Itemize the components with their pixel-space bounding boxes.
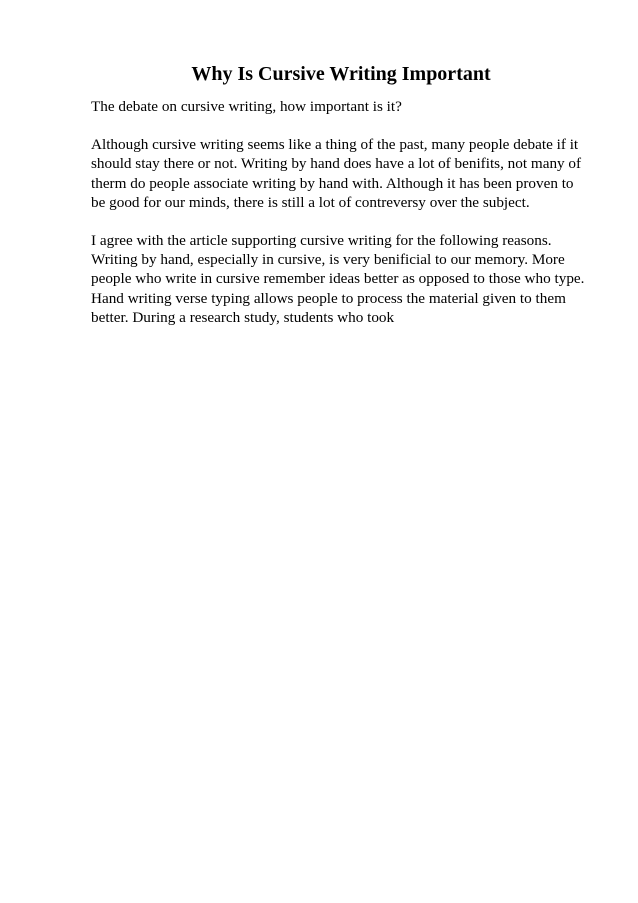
paragraph-background: Although cursive writing seems like a thing of the past, many people debate if it should stay there or not. Writing by hand does have a lot of benifits, not many of therm do people associate writing by hand with. Although it has been proven to be good for our minds, there is still a lot of contreversy over the subject. bbox=[91, 136, 582, 211]
paragraph-argument: I agree with the article supporting cursive writing for the following reasons. Writing by hand, especially in cursive, is very benificial to our memory. More people who write in cursive remember ideas better as opposed to those who type. Hand writing verse typing allows people to process the material given to them better. During a research study, students who took bbox=[91, 232, 585, 326]
document-title: Why Is Cursive Writing Important bbox=[191, 63, 491, 85]
paragraph-intro: The debate on cursive writing, how important is it? bbox=[91, 98, 402, 115]
